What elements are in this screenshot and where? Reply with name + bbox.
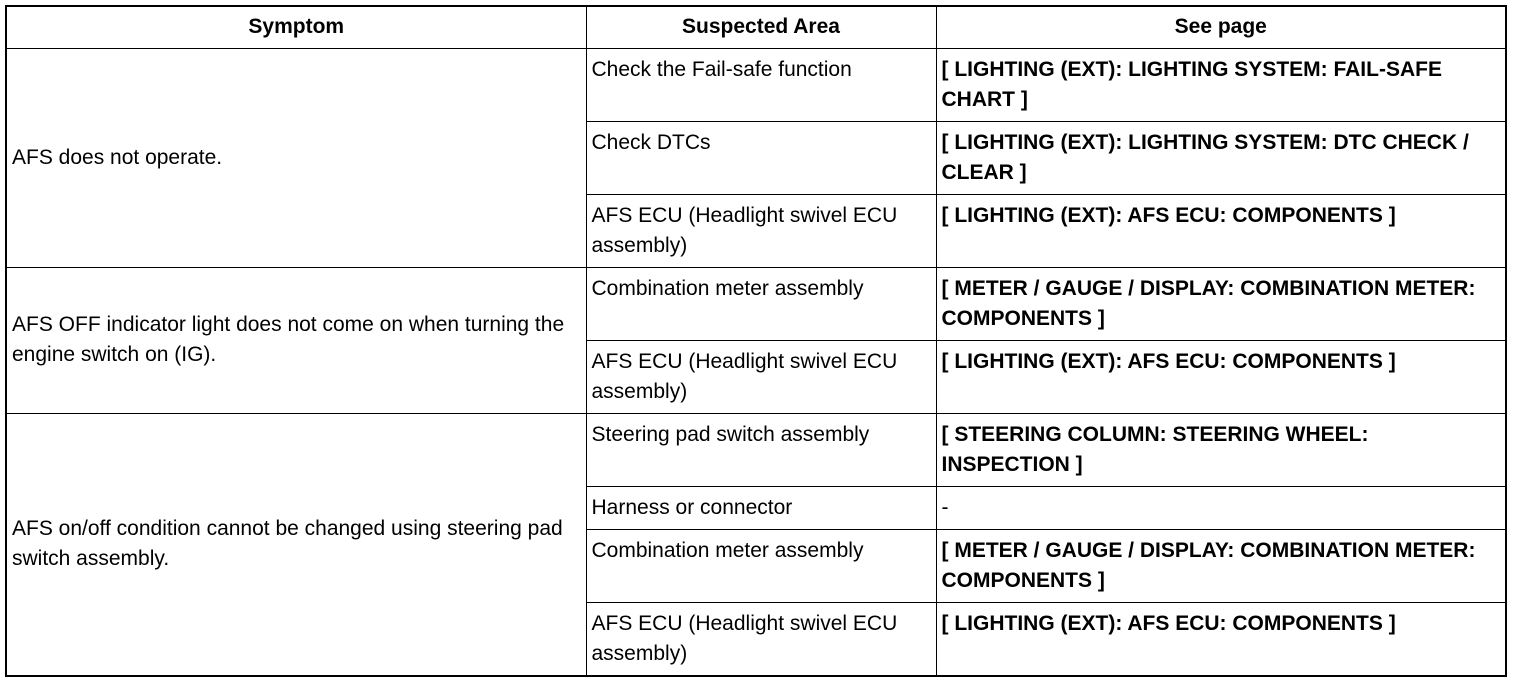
problem-symptoms-table bbox=[5, 5, 1507, 677]
suspected-area-cell: AFS ECU (Headlight swivel ECU assembly) bbox=[586, 340, 936, 413]
see-page-link[interactable]: [ METER / GAUGE / DISPLAY: COMBINATION METER: COMPONENTS ] bbox=[936, 267, 1506, 340]
suspected-area-cell: Check DTCs bbox=[586, 121, 936, 194]
suspected-area-cell: Steering pad switch assembly bbox=[586, 413, 936, 486]
header-see-page: See page bbox=[936, 6, 1506, 48]
suspected-area-cell: Harness or connector bbox=[586, 486, 936, 529]
see-page-link[interactable]: [ LIGHTING (EXT): AFS ECU: COMPONENTS ] bbox=[936, 340, 1506, 413]
suspected-area-cell: AFS ECU (Headlight swivel ECU assembly) bbox=[586, 602, 936, 676]
table-row bbox=[6, 267, 1506, 340]
see-page-link[interactable]: [ LIGHTING (EXT): LIGHTING SYSTEM: DTC CHECK / CLEAR ] bbox=[936, 121, 1506, 194]
see-page-link[interactable]: [ LIGHTING (EXT): AFS ECU: COMPONENTS ] bbox=[936, 194, 1506, 267]
header-row bbox=[6, 6, 1506, 48]
suspected-area-cell: Combination meter assembly bbox=[586, 267, 936, 340]
see-page-value: - bbox=[936, 486, 1506, 529]
see-page-link[interactable]: [ STEERING COLUMN: STEERING WHEEL: INSPECTION ] bbox=[936, 413, 1506, 486]
symptom-cell: AFS on/off condition cannot be changed using steering pad switch assembly. bbox=[6, 413, 586, 676]
header-symptom: Symptom bbox=[6, 6, 586, 48]
see-page-link[interactable]: [ METER / GAUGE / DISPLAY: COMBINATION METER: COMPONENTS ] bbox=[936, 529, 1506, 602]
suspected-area-cell: Check the Fail-safe function bbox=[586, 48, 936, 121]
suspected-area-cell: AFS ECU (Headlight swivel ECU assembly) bbox=[586, 194, 936, 267]
see-page-link[interactable]: [ LIGHTING (EXT): AFS ECU: COMPONENTS ] bbox=[936, 602, 1506, 676]
symptom-cell: AFS does not operate. bbox=[6, 48, 586, 267]
symptom-cell: AFS OFF indicator light does not come on when turning the engine switch on (IG). bbox=[6, 267, 586, 413]
table-row bbox=[6, 413, 1506, 486]
table-row bbox=[6, 48, 1506, 121]
header-suspected-area: Suspected Area bbox=[586, 6, 936, 48]
suspected-area-cell: Combination meter assembly bbox=[586, 529, 936, 602]
see-page-link[interactable]: [ LIGHTING (EXT): LIGHTING SYSTEM: FAIL-SAFE CHART ] bbox=[936, 48, 1506, 121]
